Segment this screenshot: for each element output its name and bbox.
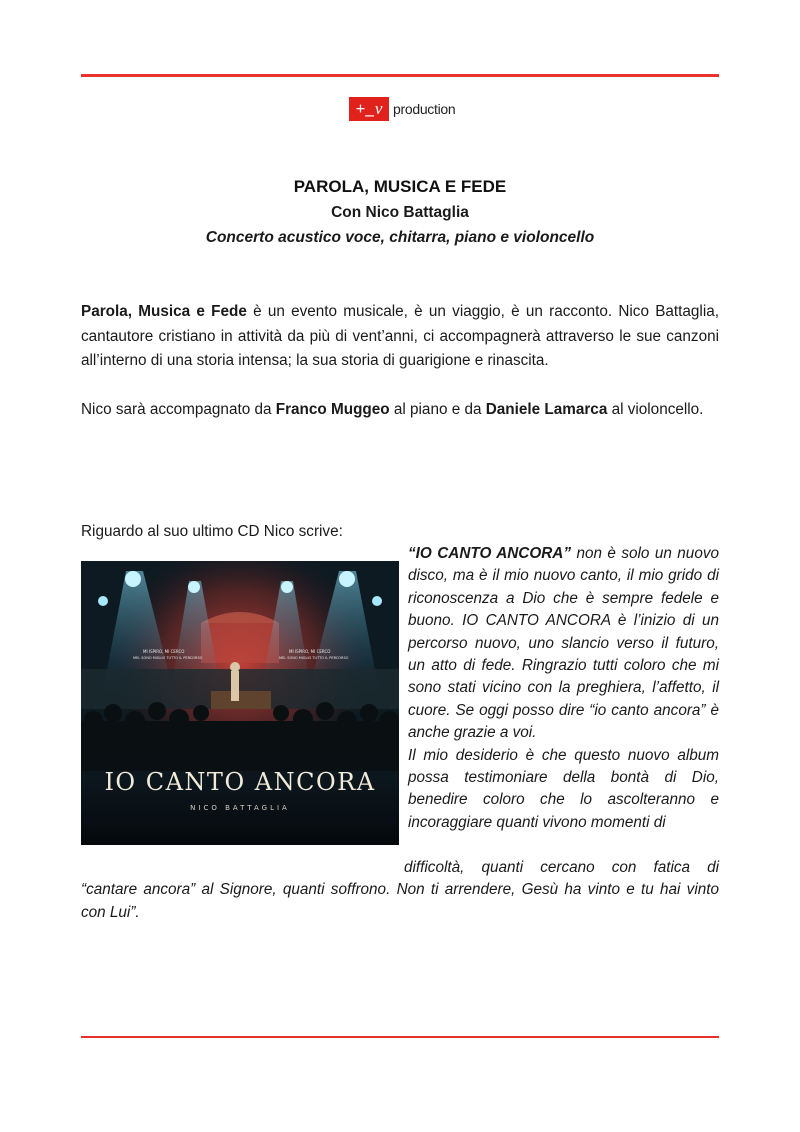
- quote-part1: non è solo un nuovo disco, ma è il mio nuovo canto, il mio grido di riconoscenza a Dio che è sempre fedele e buono. IO CANTO ANCORA è l’inizio di un percorso nuovo, uno slancio verso il futuro, un atto di fede. Ringrazio tutti coloro che mi sono stati vicino con la preghiera, l’affetto, il cuore. Se oggi posso dire “io canto ancora” è anche grazie a voi.: [408, 545, 719, 742]
- banner-right-line2: MEL SONO MIGLIO TUTTO IL PERCORSO: [279, 656, 349, 660]
- logo-symbol-v: v: [374, 99, 383, 118]
- top-red-rule: [81, 74, 719, 77]
- quote-tail-line2: “cantare ancora” al Signore, quanti soffrono. Non ti arrendere, Gesù ha vinto e tu hai vinto: [81, 881, 719, 899]
- quote-tail: [81, 857, 719, 924]
- musicians-mid: al piano e da: [389, 401, 486, 418]
- production-logo: [349, 97, 455, 121]
- bottom-red-rule: [81, 1036, 719, 1038]
- logo-mark: [349, 97, 389, 121]
- album-cover-image: [81, 561, 399, 845]
- quote-text: [408, 543, 719, 834]
- quote-album-name: “IO CANTO ANCORA”: [408, 545, 571, 562]
- pianist-name: Franco Muggeo: [275, 401, 390, 418]
- musicians-post: al violoncello.: [607, 401, 704, 418]
- title-block: [81, 176, 719, 249]
- logo-word: production: [393, 101, 456, 117]
- intro-text: è un evento musicale, è un viaggio, è un racconto. Nico Battaglia, cantautore cristiano in attività da più di vent’anni, ci accompagnerà attraverso le sue canzoni all’interno di una storia intensa; la sua storia di guarigione e rinascita.: [81, 303, 719, 369]
- album-title: IO CANTO ANCORA: [104, 768, 376, 796]
- event-title: PAROLA, MUSICA E FEDE: [293, 177, 507, 196]
- quote-tail-line3: con Lui”.: [81, 903, 140, 921]
- quote-part2: Il mio desiderio è che questo nuovo album possa testimoniare della bontà di Dio, benedire coloro che lo ascolteranno e incoraggiare quanti vivono momenti di: [408, 746, 719, 831]
- intro-bold-name: Parola, Musica e Fede: [81, 303, 247, 320]
- logo-symbol: +_: [355, 99, 374, 118]
- cellist-name: Daniele Lamarca: [485, 401, 608, 418]
- banner-left-line2: MEL SONO MIGLIO TUTTO IL PERCORSO: [133, 656, 203, 660]
- banner-left-line1: MI ISPIRO, MI CERCO: [143, 649, 185, 654]
- event-subtitle: Con Nico Battaglia: [331, 204, 469, 221]
- intro-paragraph: [81, 300, 719, 374]
- cd-intro-text: Riguardo al suo ultimo CD Nico scrive:: [81, 523, 343, 540]
- musicians-pre: Nico sarà accompagnato da: [81, 401, 276, 418]
- musicians-paragraph: [81, 398, 719, 423]
- album-artist: NICO BATTAGLIA: [190, 804, 290, 812]
- event-tagline: Concerto acustico voce, chitarra, piano e violoncello: [205, 229, 595, 246]
- banner-right-line1: MI ISPIRO, MI CERCO: [289, 649, 331, 654]
- quote-tail-line1: difficoltà, quanti cercano con fatica di: [404, 859, 719, 876]
